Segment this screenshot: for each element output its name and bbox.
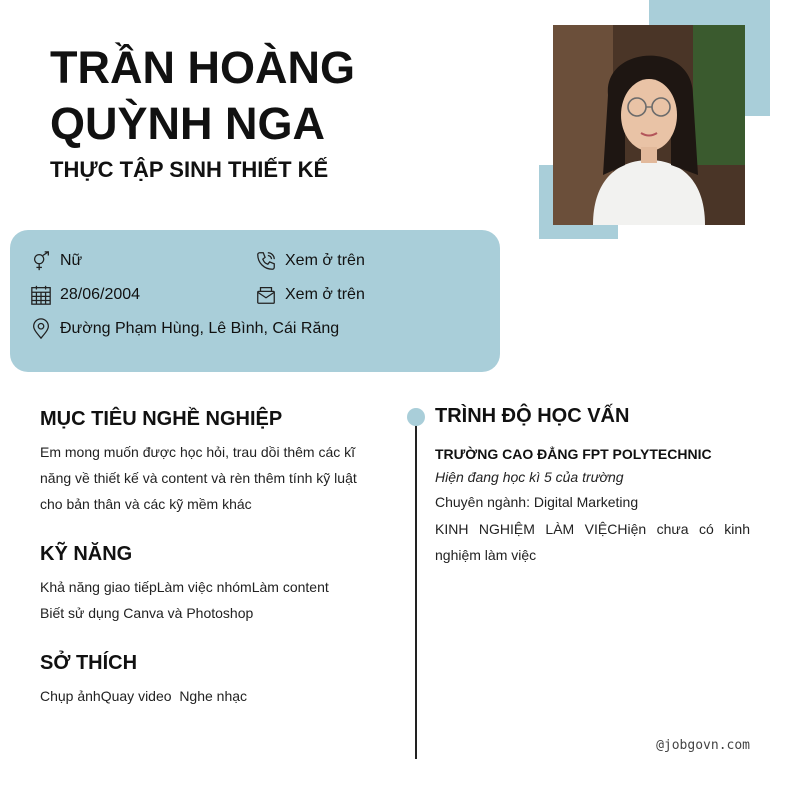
contact-phone <box>255 250 365 272</box>
timeline-dot <box>407 408 425 426</box>
contact-email <box>255 284 365 306</box>
name-line-2: QUỲNH NGA <box>50 98 326 149</box>
profile-photo <box>553 25 745 225</box>
hobbies-heading: SỞ THÍCH <box>40 652 138 674</box>
contact-address <box>30 318 339 340</box>
contact-info-box <box>10 230 500 372</box>
dob-value: 28/06/2004 <box>60 286 141 303</box>
skills-line-2: Biết sử dụng Canva và Photoshop <box>40 605 254 621</box>
education-heading: TRÌNH ĐỘ HỌC VẤN <box>435 405 630 427</box>
profile-photo-frame <box>539 0 771 240</box>
work-experience-text: KINH NGHIỆM LÀM VIỆCHiện chưa có kinh nghiệm làm việc <box>435 521 750 563</box>
job-title: THỰC TẬP SINH THIẾT KẾ <box>50 157 329 182</box>
candidate-name <box>50 40 355 152</box>
address-value: Đường Phạm Hùng, Lê Bình, Cái Răng <box>60 320 340 337</box>
gender-value: Nữ <box>60 252 83 269</box>
gender-icon <box>30 250 52 272</box>
hobbies-text: Chụp ảnhQuay video Nghe nhạc <box>40 688 248 704</box>
skills-text <box>40 574 380 626</box>
email-value: Xem ở trên <box>285 286 365 303</box>
objective-heading: MỤC TIÊU NGHỀ NGHIỆP <box>40 408 283 430</box>
skills-line-1: Khả năng giao tiếpLàm việc nhómLàm content <box>40 579 329 595</box>
skills-heading: KỸ NĂNG <box>40 543 133 565</box>
watermark: @jobgovn.com <box>656 738 750 753</box>
objective-text <box>40 439 380 517</box>
phone-value: Xem ở trên <box>285 252 365 269</box>
contact-gender <box>30 250 82 272</box>
education-school: TRƯỜNG CAO ĐẲNG FPT POLYTECHNIC <box>435 446 712 462</box>
location-icon <box>30 318 52 340</box>
objective-line-3: cho bản thân và các kỹ mềm khác <box>40 496 252 512</box>
name-line-1: TRẦN HOÀNG <box>50 42 355 93</box>
phone-icon <box>255 250 277 272</box>
email-icon <box>255 284 277 306</box>
education-status: Hiện đang học kì 5 của trường <box>435 469 624 485</box>
education-major: Chuyên ngành: Digital Marketing <box>435 494 639 510</box>
calendar-icon <box>30 284 52 306</box>
contact-dob <box>30 284 140 306</box>
column-divider <box>415 417 417 759</box>
objective-line-1: Em mong muốn được học hỏi, trau dồi thêm các kĩ <box>40 444 356 460</box>
objective-line-2: năng về thiết kế và content và rèn thêm tính kỹ luật <box>40 470 357 486</box>
